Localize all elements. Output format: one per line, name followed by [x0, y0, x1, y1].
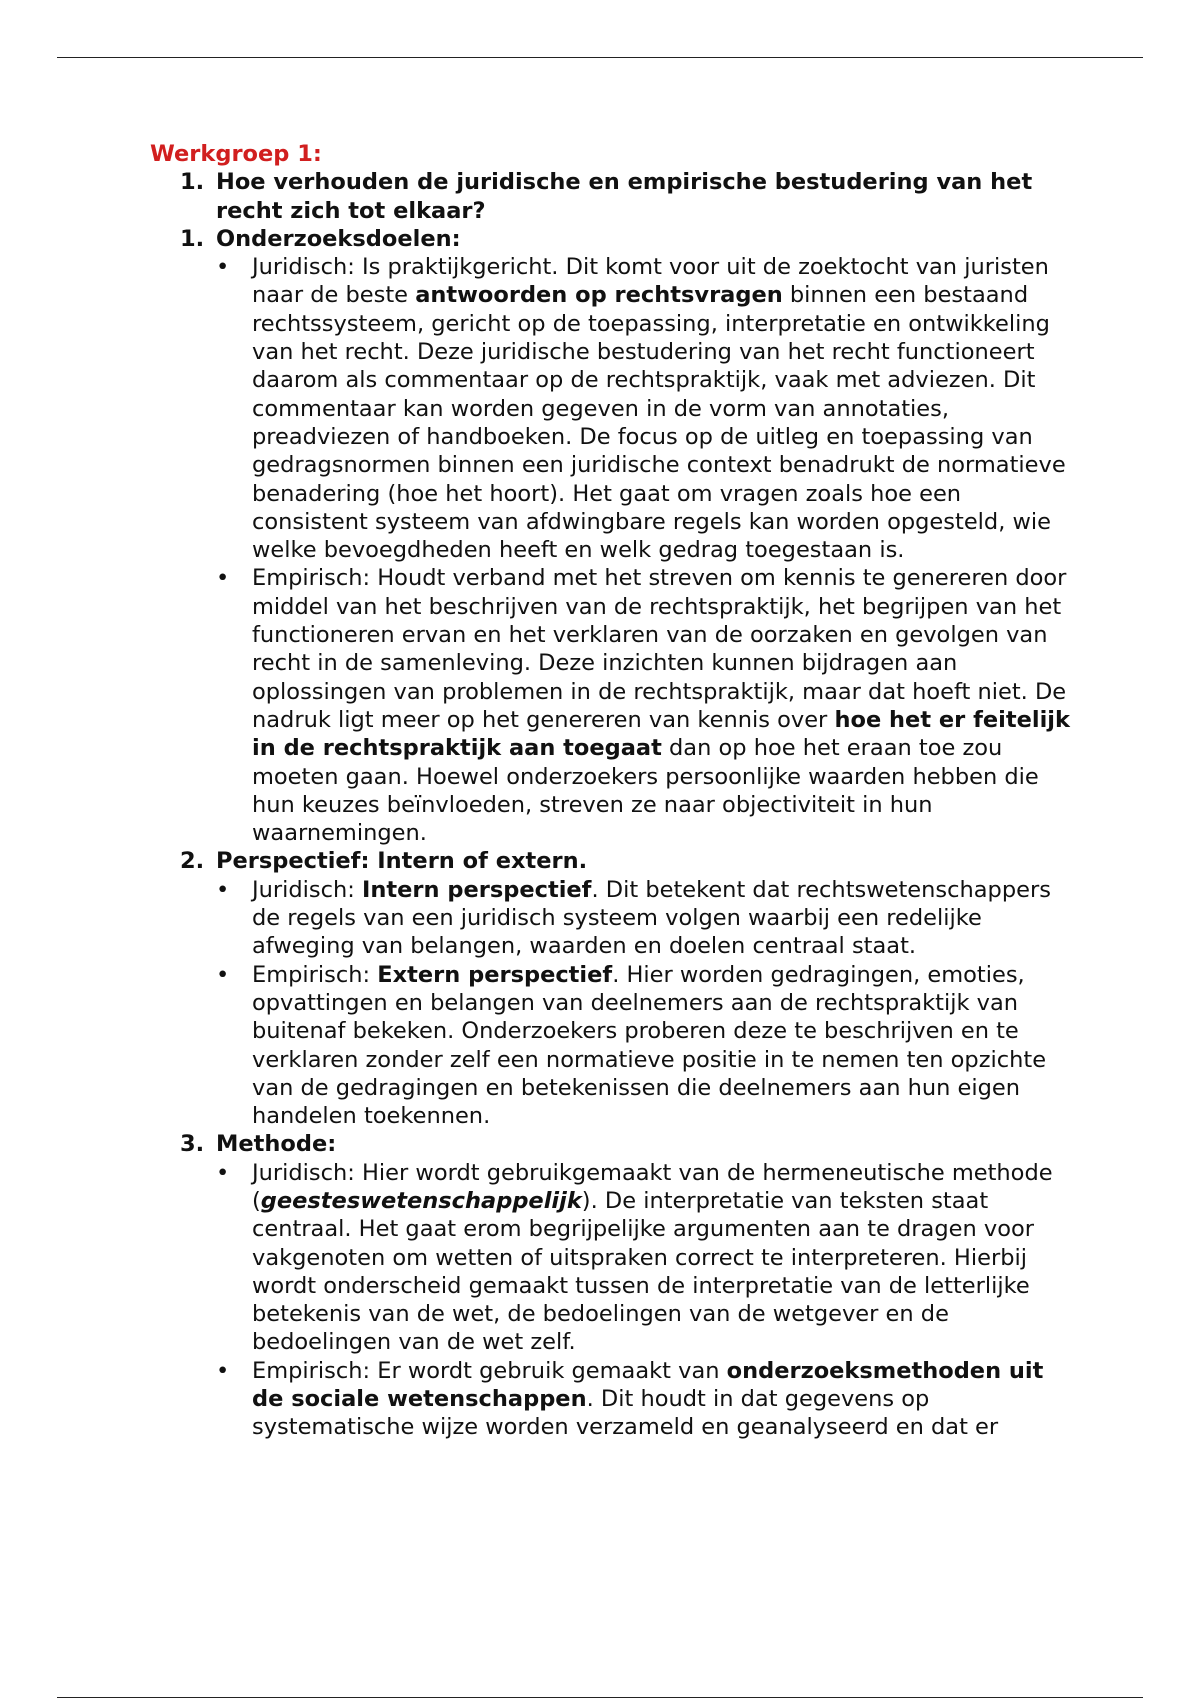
bullet-text: . Hier worden gedragingen, emoties, opvattingen en belangen van deelnemers aan de rechtspraktijk van buitenaf bekeken. Onderzoekers proberen deze te beschrijven en te verklaren zonder zelf een normatieve positie in te nemen ten opzichte van de gedragingen en betekenissen die deelnemers aan hun eigen handelen toekennen. — [252, 961, 1047, 1130]
emphasized-text: geesteswetenschappelijk — [260, 1187, 582, 1214]
bullet-text: Juridisch: — [252, 876, 363, 903]
section-title: Methode: — [216, 1131, 337, 1158]
bullet-dot-icon: • — [216, 1159, 230, 1186]
section-2 — [150, 847, 1070, 875]
bullet-item — [150, 253, 1070, 564]
question-text: Hoe verhouden de juridische en empirische bestudering van het recht zich tot elkaar? — [216, 169, 1033, 224]
bullet-text: dan op hoe het eraan toe zou moeten gaan. Hoewel onderzoekers persoonlijke waarden hebben die hun keuzes beïnvloeden, streven ze naar objectiviteit in hun waarnemingen. — [252, 735, 1039, 847]
emphasized-text: onderzoeksmethoden uit de sociale wetenschappen — [252, 1357, 1044, 1413]
section-title: Perspectief: Intern of extern. — [216, 848, 588, 875]
section-number: 2. — [180, 848, 205, 875]
bullet-text: Empirisch: Er wordt gebruik gemaakt van — [252, 1357, 727, 1384]
bullet-dot-icon: • — [216, 876, 230, 903]
bullet-item — [150, 564, 1070, 847]
bullet-list — [150, 253, 1070, 847]
bullet-dot-icon: • — [216, 961, 230, 988]
section-title: Onderzoeksdoelen: — [216, 225, 461, 252]
sections — [150, 225, 1070, 1442]
bullet-dot-icon: • — [216, 1357, 230, 1384]
section-number: 3. — [180, 1131, 205, 1158]
document-body — [150, 140, 1070, 1442]
bullet-text: binnen een bestaand rechtssysteem, gericht op de toepassing, interpretatie en ontwikkeling van het recht. Deze juridische bestudering van het recht functioneert daarom als commentaar op de rechtspraktijk, vaak met adviezen. Dit commentaar kan worden gegeven in de vorm van annotaties, preadviezen of handboeken. De focus op de uitleg en toepassing van gedragsnormen binnen een juridische context benadrukt de normatieve benadering (hoe het hoort). Het gaat om vragen zoals hoe een consistent systeem van afdwingbare regels kan worden opgesteld, wie welke bevoegdheden heeft en welk gedrag toegestaan is. — [252, 282, 1066, 564]
bullet-list — [150, 876, 1070, 1131]
bullet-item — [150, 1357, 1070, 1442]
question-number: 1. — [180, 169, 205, 196]
bullet-text: . Dit houdt in dat gegevens op systematische wijze worden verzameld en geanalyseerd en dat er — [252, 1386, 999, 1441]
main-question — [150, 168, 1070, 225]
section-number: 1. — [180, 225, 205, 252]
bullet-text: . Dit betekent dat rechtswetenschappers de regels van een juridisch systeem volgen waarbij een redelijke afweging van belangen, waarden en doelen centraal staat. — [252, 876, 1051, 960]
header-rule — [57, 57, 1143, 58]
bullet-dot-icon: • — [216, 565, 230, 592]
bullet-list — [150, 1159, 1070, 1442]
emphasized-text: Intern perspectief — [362, 876, 592, 903]
emphasized-text: hoe het er feitelijk in de rechtspraktijk aan toegaat — [252, 706, 1070, 762]
bullet-text: Empirisch: Houdt verband met het streven om kennis te genereren door middel van het beschrijven van de rechtspraktijk, het begrijpen van het functioneren ervan en het verklaren van de oorzaken en gevolgen van recht in de samenleving. Deze inzichten kunnen bijdragen aan oplossingen van problemen in de rechtspraktijk, maar dat hoeft niet. De nadruk ligt meer op het genereren van kennis over — [252, 565, 1067, 733]
bullet-item — [150, 876, 1070, 961]
bullet-text: Empirisch: — [252, 961, 378, 988]
bullet-item — [150, 1159, 1070, 1357]
bullet-text: Juridisch: Is praktijkgericht. Dit komt voor uit de zoektocht van juristen naar de beste — [252, 254, 1049, 309]
footer-rule — [57, 1697, 1143, 1698]
bullet-item — [150, 961, 1070, 1131]
emphasized-text: antwoorden op rechtsvragen — [415, 282, 783, 309]
bullet-text: Juridisch: Hier wordt gebruikgemaakt van de hermeneutische methode ( — [252, 1159, 1053, 1214]
emphasized-text: Extern perspectief — [377, 961, 613, 988]
section-1 — [150, 225, 1070, 253]
section-3 — [150, 1130, 1070, 1158]
bullet-dot-icon: • — [216, 254, 230, 281]
bullet-text: ). De interpretatie van teksten staat centraal. Het gaat erom begrijpelijke argumenten aan te dragen voor vakgenoten om wetten of uitspraken correct te interpreteren. Hierbij wordt onderscheid gemaakt tussen de interpretatie van de letterlijke betekenis van de wet, de bedoelingen van de wetgever en de bedoelingen van de wet zelf. — [252, 1187, 1034, 1356]
page-heading: Werkgroep 1: — [150, 141, 322, 167]
